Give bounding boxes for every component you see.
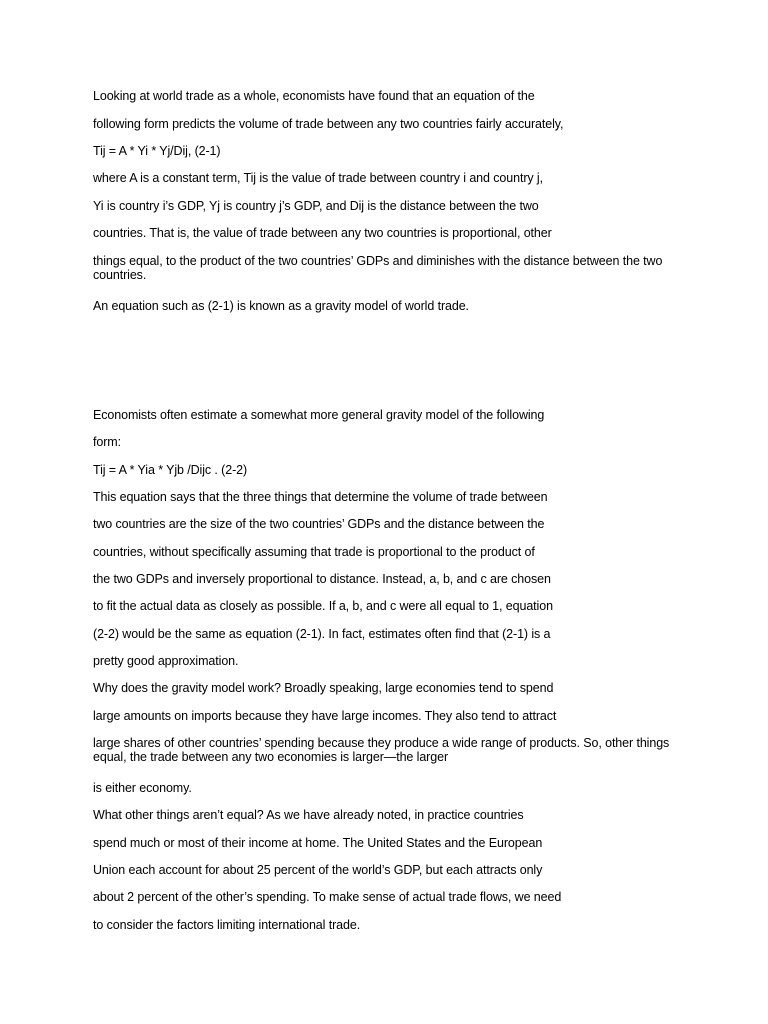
equation-2-1: Tij = A * Yi * Yj/Dij, (2-1) (93, 144, 221, 158)
text-line: to fit the actual data as closely as possible. If a, b, and c were all equal to 1, equation (93, 599, 553, 613)
text-line: pretty good approximation. (93, 654, 239, 668)
text-line: spend much or most of their income at home. The United States and the European (93, 836, 543, 850)
text-line: What other things aren’t equal? As we have already noted, in practice countries (93, 808, 524, 822)
text-line: Economists often estimate a somewhat more general gravity model of the following (93, 408, 545, 422)
text-line: two countries are the size of the two countries’ GDPs and the distance between the (93, 517, 545, 531)
text-line: (2-2) would be the same as equation (2-1). In fact, estimates often find that (2-1) is a (93, 627, 551, 641)
equation-2-2: Tij = A * Yia * Yjb /Dijc . (2-2) (93, 463, 248, 477)
text-line: An equation such as (2-1) is known as a gravity model of world trade. (93, 299, 469, 313)
text-line: things equal, to the product of the two countries’ GDPs and diminishes with the distance between the two countries. (93, 254, 663, 282)
text-line: Why does the gravity model work? Broadly speaking, large economies tend to spend (93, 681, 554, 695)
text-line: Union each account for about 25 percent of the world’s GDP, but each attracts only (93, 863, 543, 877)
text-line: Yi is country i’s GDP, Yj is country j’s GDP, and Dij is the distance between the two (93, 199, 539, 213)
text-line: large amounts on imports because they have large incomes. They also tend to attract (93, 709, 557, 723)
text-line: This equation says that the three things that determine the volume of trade between (93, 490, 548, 504)
text-line: large shares of other countries’ spending because they produce a wide range of products. So, other things equal, the trade between any two economies is larger—the larger (93, 736, 670, 764)
text-line: about 2 percent of the other’s spending. To make sense of actual trade flows, we need (93, 890, 562, 904)
text-line: to consider the factors limiting international trade. (93, 918, 361, 932)
text-line: where A is a constant term, Tij is the value of trade between country i and country j, (93, 171, 543, 185)
text-line: is either economy. (93, 781, 192, 795)
text-line: following form predicts the volume of trade between any two countries fairly accurately, (93, 117, 564, 131)
text-line: Looking at world trade as a whole, economists have found that an equation of the (93, 89, 535, 103)
text-line: countries, without specifically assuming that trade is proportional to the product of (93, 545, 535, 559)
text-line: countries. That is, the value of trade between any two countries is proportional, other (93, 226, 552, 240)
text-line: form: (93, 435, 121, 449)
text-line: the two GDPs and inversely proportional to distance. Instead, a, b, and c are chosen (93, 572, 551, 586)
